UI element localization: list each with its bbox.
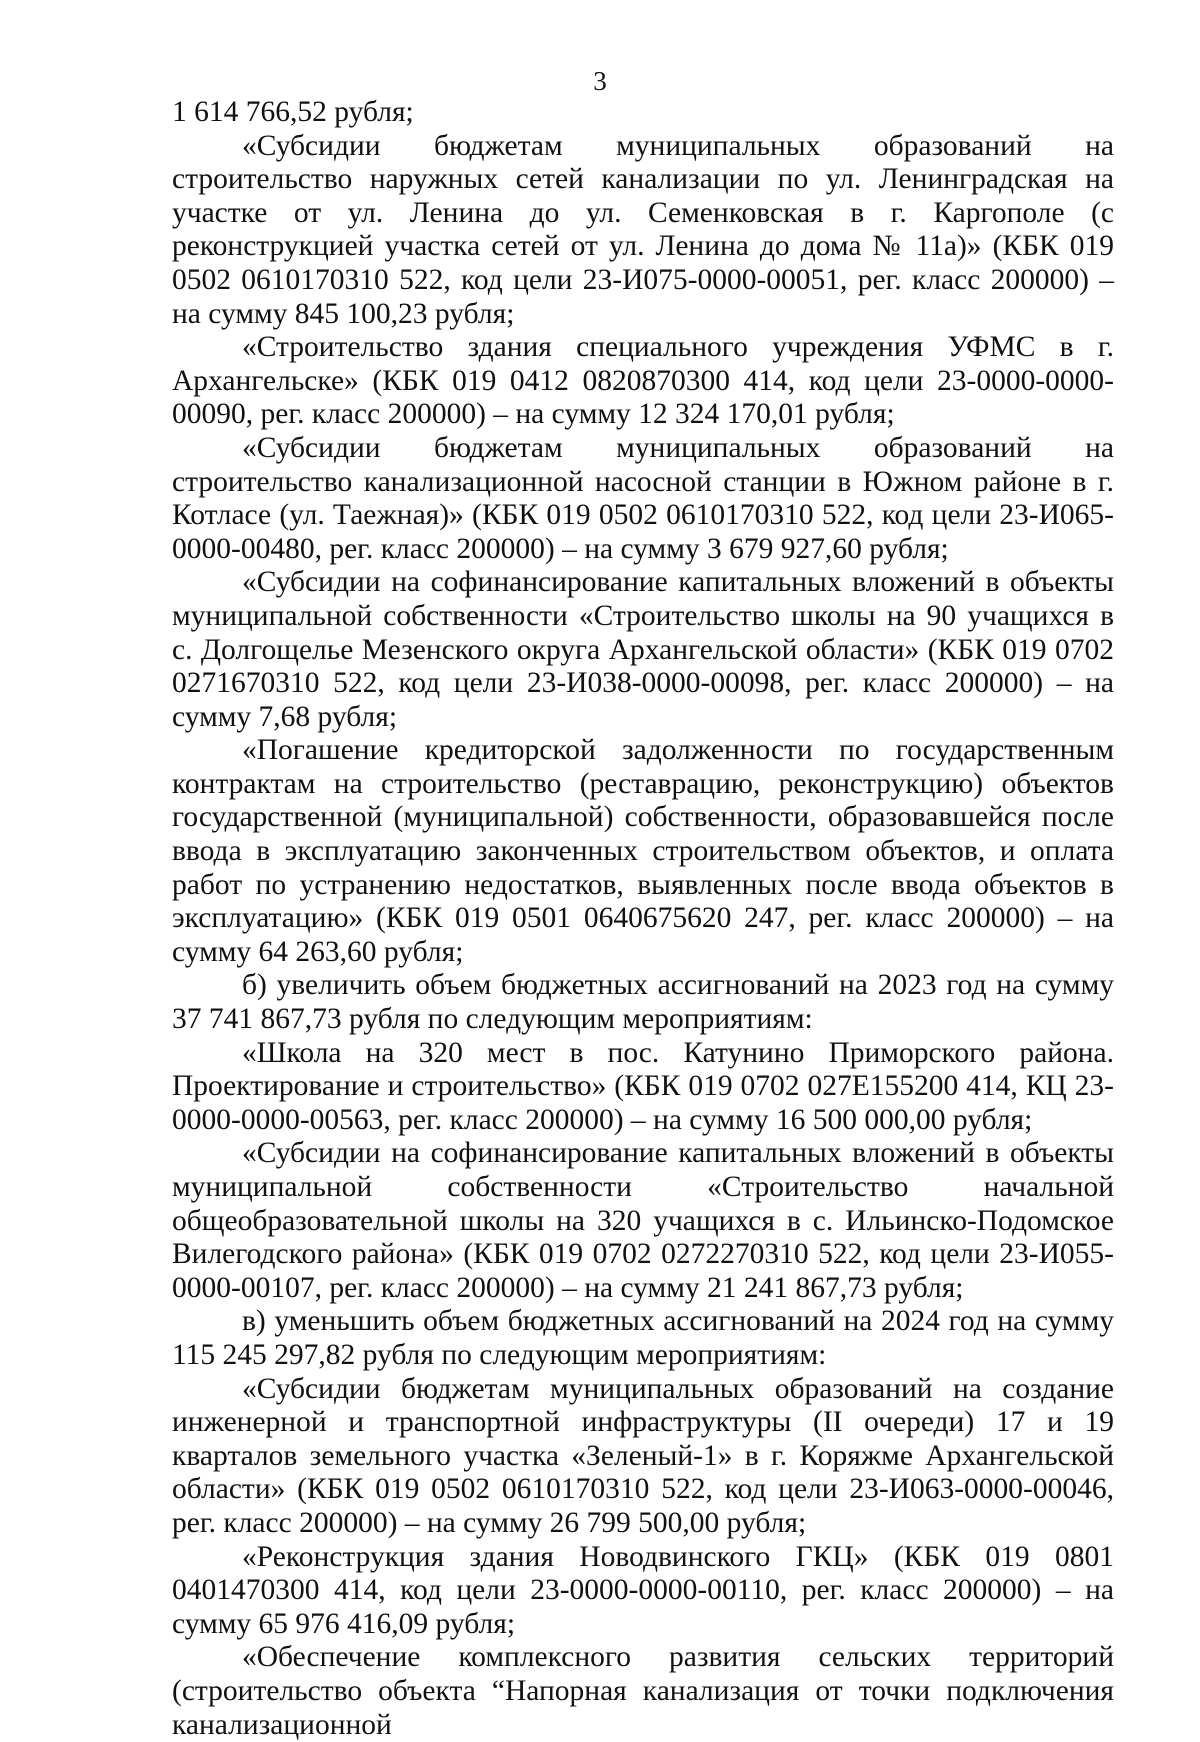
paragraph: «Субсидии на софинансирование капитальных вложений в объекты муниципальной собственности «Строительство начальной общеобразовательной школы на 320 учащихся в с. Ильинско-Подомское Вилегодского района» (КБК 019 0702 0272270310 522, код цели 23-И055-0000-00107, рег. класс 200000) – на сумму 21 241 867,73 рубля; [172,1137,1114,1304]
paragraph: «Обеспечение комплексного развития сельских территорий (строительство объекта “Напорная канализация от точки подключения канализационной [172,1641,1114,1741]
paragraph: «Субсидии бюджетам муниципальных образований на строительство наружных сетей канализации по ул. Ленинградская на участке от ул. Ленина до ул. Семенковская в г. Каргополе (с реконструкцией участка сетей от ул. Ленина до дома № 11а)» (КБК 019 0502 0610170310 522, код цели 23-И075-0000-00051, рег. класс 200000) – на сумму 845 100,23 рубля; [172,129,1114,330]
paragraph: «Реконструкция здания Новодвинского ГКЦ» (КБК 019 0801 0401470300 414, код цели 23-0000-0000-00110, рег. класс 200000) – на сумму 65 976 416,09 рубля; [172,1540,1114,1640]
paragraph: «Субсидии бюджетам муниципальных образований на строительство канализационной насосной станции в Южном районе в г. Котласе (ул. Таежная)» (КБК 019 0502 0610170310 522, код цели 23-И065-0000-00480, рег. класс 200000) – на сумму 3 679 927,60 рубля; [172,431,1114,565]
paragraph: «Субсидии на софинансирование капитальных вложений в объекты муниципальной собственности «Строительство школы на 90 учащихся в с. Долгощелье Мезенского округа Архангельской области» (КБК 019 0702 0271670310 522, код цели 23-И038-0000-00098, рег. класс 200000) – на сумму 7,68 рубля; [172,566,1114,733]
paragraph: «Погашение кредиторской задолженности по государственным контрактам на строительство (реставрацию, реконструкцию) объектов государственной (муниципальной) собственности, образовавшейся после ввода в эксплуатацию законченных строительством объектов, и оплата работ по устранению недостатков, выявленных после ввода объектов в эксплуатацию» (КБК 019 0501 0640675620 247, рег. класс 200000) – на сумму 64 263,60 рубля; [172,734,1114,968]
paragraph: «Школа на 320 мест в пос. Катунино Приморского района. Проектирование и строительство» (КБК 019 0702 027Е155200 414, КЦ 23-0000-0000-00563, рег. класс 200000) – на сумму 16 500 000,00 рубля; [172,1036,1114,1136]
paragraph: «Субсидии бюджетам муниципальных образований на создание инженерной и транспортной инфраструктуры (II очереди) 17 и 19 кварталов земельного участка «Зеленый-1» в г. Коряжме Архангельской области» (КБК 019 0502 0610170310 522, код цели 23-И063-0000-00046, рег. класс 200000) – на сумму 26 799 500,00 рубля; [172,1372,1114,1539]
paragraph: б) увеличить объем бюджетных ассигнований на 2023 год на сумму 37 741 867,73 рубля по следующим мероприятиям: [172,969,1114,1036]
paragraph: 1 614 766,52 рубля; [172,96,414,128]
page-number: 3 [593,66,607,96]
paragraph: «Строительство здания специального учреждения УФМС в г. Архангельске» (КБК 019 0412 0820870300 414, код цели 23-0000-0000-00090, рег. класс 200000) – на сумму 12 324 170,01 рубля; [172,331,1114,431]
document-body [172,96,1114,1742]
paragraph: в) уменьшить объем бюджетных ассигнований на 2024 год на сумму 115 245 297,82 рубля по следующим мероприятиям: [172,1305,1114,1371]
